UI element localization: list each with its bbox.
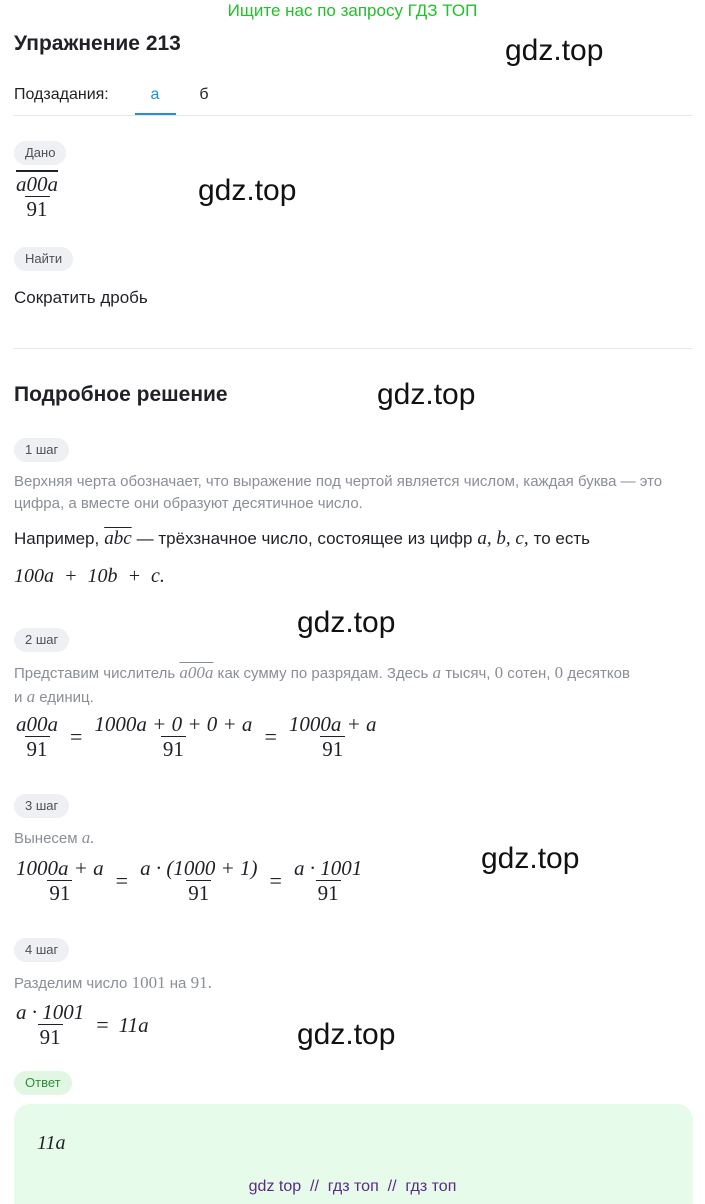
watermark: gdz.top [198, 174, 297, 207]
watermark: gdz.top [481, 842, 580, 875]
step-4-description: Разделим число 1001 на 91. [14, 973, 212, 992]
step-1-example [14, 528, 590, 550]
step-badge: 3 шаг [14, 794, 69, 818]
step-2-equation: $\frac{a00a}{91}$ = $\frac{1000a + 0 + 0 + a}{91}$ = $\frac{1000a + a}{91}$ [16, 712, 377, 762]
footer-links[interactable]: gdz top // гдз топ // гдз топ [248, 1178, 457, 1195]
answer-badge: Ответ [14, 1071, 72, 1095]
find-text: Сократить дробь [14, 288, 148, 307]
example-overline-number: $\overline{abc}$ [104, 528, 132, 549]
example-digits: a, b, c, [477, 528, 529, 549]
step-3-equation: $\frac{1000a + a}{91}$ = $\frac{a \cdot (1000 + 1)}{91}$ = $\frac{a \cdot 1001}{91}$ [16, 856, 363, 906]
answer-value: 11a [37, 1132, 66, 1154]
step-badge: 4 шаг [14, 938, 69, 962]
watermark: gdz.top [377, 378, 476, 411]
tab-subtask-b[interactable]: б [199, 86, 209, 103]
step-badge: 1 шаг [14, 438, 69, 462]
watermark: gdz.top [505, 34, 604, 67]
example-prefix: Например, [14, 529, 100, 548]
subtasks-label: Подзадания: [14, 86, 109, 103]
given-badge: Дано [14, 141, 66, 165]
step-2-description: Представим числитель a00a как сумму по разрядам. Здесь a тысяч, 0 сотен, 0 десятков [14, 663, 630, 682]
example-end: то есть [533, 529, 590, 548]
divider [14, 348, 692, 349]
tab-subtask-a[interactable]: а [150, 86, 160, 103]
step-1-description: Верхняя черта обозначает, что выражение под чертой является числом, каждая буква — это цифра, а вместе они образуют десятичное число. [14, 473, 663, 512]
given-denominator: 91 [26, 197, 48, 222]
example-suffix: — трёхзначное число, состоящее из цифр [136, 529, 473, 548]
given-numerator: a00a [16, 172, 58, 196]
top-banner: Ищите нас по запросу ГДЗ ТОП [227, 1, 478, 20]
step-4-equation: $\frac{a \cdot 1001}{91}$ = 11a [16, 1000, 149, 1050]
given-fraction [14, 172, 60, 222]
step-2-description-line2: и a единиц. [14, 687, 94, 706]
find-badge: Найти [14, 247, 73, 271]
divider [14, 115, 692, 116]
page-title: Упражнение 213 [14, 32, 181, 55]
solution-title: Подробное решение [14, 383, 228, 406]
watermark: gdz.top [297, 1018, 396, 1051]
step-1-formula: 100a + 10b + c. [14, 565, 165, 587]
step-3-description: Вынесем a. [14, 828, 95, 847]
watermark: gdz.top [297, 606, 396, 639]
step-badge: 2 шаг [14, 628, 69, 652]
